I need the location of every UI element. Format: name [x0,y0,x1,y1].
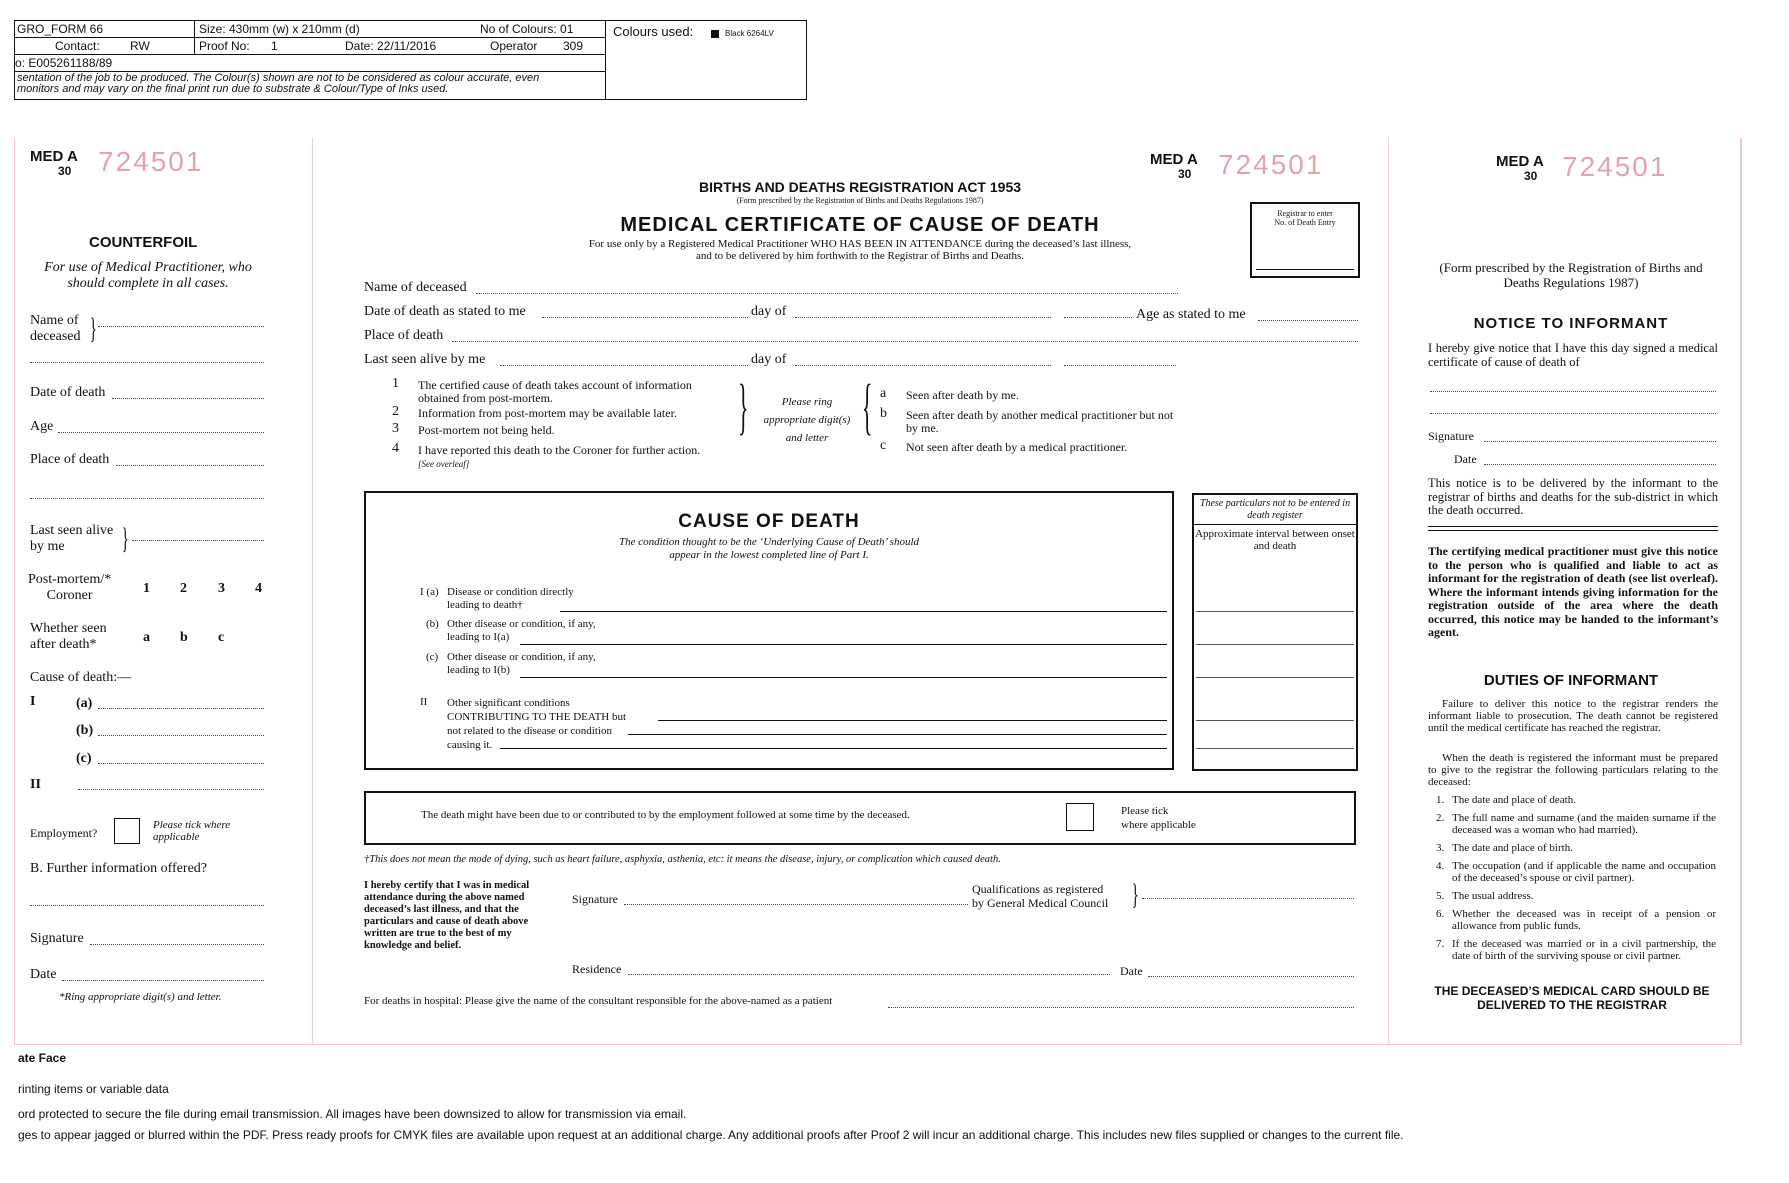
cause-ii-text-3: not related to the disease or condition [447,725,612,737]
duty-item-1-text: The date and place of death. [1452,794,1576,806]
notice-name-line-1[interactable] [1430,391,1716,392]
notice-date-line[interactable] [1484,464,1716,465]
cf-name-label [30,313,81,345]
letters-brace: { [862,373,873,441]
pm-option-1[interactable] [390,377,740,405]
notice-bold-paragraph: The certifying medical practitioner must give this notice to the person who is qualified and liable to act as informant for the registration of death (see list overleaf). Where the informant intends giving information for the registration outside of the area where the death occurred, this notice may be handed to the informant’s agent. [1428,544,1718,639]
counterfoil-med-code [30,150,78,178]
please-tick-2: where applicable [1121,819,1196,831]
last-seen-month-line[interactable] [795,365,1051,366]
qualifications-label [972,882,1108,910]
cf-cause-a-line[interactable] [98,708,264,709]
post-mortem-options [390,377,740,471]
notice-med-label: MED A [1496,153,1544,170]
date-of-death-month-line[interactable] [795,317,1051,318]
cause-ii-text-2: CONTRIBUTING TO THE DEATH but [447,711,627,723]
duty-item-2-number: 2. [1436,812,1445,824]
duty-item-2-text: The full name and surname (and the maiden surname if the deceased was a woman who had married). [1452,812,1716,836]
cause-ic-text-1: Other disease or condition, if any, [447,651,596,663]
seen-option-b[interactable] [880,407,1180,439]
cf-footnote: *Ring appropriate digit(s) and letter. [59,991,222,1003]
registrar-entry-label: Registrar to enter No. of Death Entry [1274,209,1336,227]
cf-pm-digit-4[interactable]: 4 [255,581,262,596]
date-of-death-year-line[interactable] [1064,317,1132,318]
last-seen-day-line[interactable] [500,365,748,366]
cause-ic-text-2: leading to I(b) [447,664,510,676]
counterfoil-title: COUNTERFOIL [89,234,198,251]
duty-item-5-number: 5. [1436,890,1445,902]
notice-text: I hereby give notice that I have this day signed a medical certificate of cause of death of [1428,341,1718,369]
duty-item-4 [1436,860,1718,890]
cause-ii-text [447,696,626,752]
notice-signature-label: Signature [1428,429,1474,443]
date-of-death-day-of: day of [751,304,787,319]
duty-item-1 [1436,794,1718,812]
pm-option-4-text: I have reported this death to the Coroner for further action. [418,443,701,457]
duty-item-4-text: The occupation (and if applicable the name and occupation of the deceased’s spouse or civil partner). [1452,860,1716,884]
cause-ic-label: (c) [426,651,439,663]
cf-cause-II: II [30,777,41,792]
cf-age-line[interactable] [58,432,264,433]
residence-line[interactable] [628,974,1110,975]
pm-option-4[interactable] [390,442,740,458]
residence-label: Residence [572,962,622,976]
main-med-label: MED A [1150,151,1198,168]
signature-line[interactable] [624,904,968,905]
cf-cause-b-line[interactable] [98,735,264,736]
certificate-intro [540,238,1180,262]
duties-failure: Failure to deliver this notice to the registrar renders the informant liable to prosecution. The death cannot be registered until the medical certificate has reached the registrar. [1428,698,1718,734]
notice-med-code [1496,155,1544,183]
main-med-code [1150,153,1198,181]
cause-ib-label: (b) [426,618,439,630]
cause-ii-label: II [420,696,428,708]
cf-name-brace: } [89,312,97,345]
cf-place-label: Place of death [30,452,110,467]
footer-line-1: ord protected to secure the file during email transmission. All images have been downsized to allow for transmission via email. [18,1107,687,1121]
pm-option-3-text: Post-mortem not being held. [418,423,555,437]
particulars-subtitle: Approximate interval between onset and death [1195,528,1355,552]
cause-ib-text-1: Other disease or condition, if any, [447,618,596,630]
proof-no-value: 1 [271,39,278,53]
cert-date-label: Date [1120,964,1143,978]
counterfoil-subtitle: For use of Medical Practitioner, who should complete in all cases. [44,260,252,291]
cause-ic-line[interactable] [520,677,1167,678]
please-ring-note: Please ring appropriate digit(s) and letter [763,396,851,444]
duty-item-6-text: Whether the deceased was in receipt of a pension or allowance from public funds. [1452,908,1716,932]
hospital-label: For deaths in hospital: Please give the name of the consultant responsible for the above-named as a patient [364,995,833,1007]
notice-name-line-2[interactable] [1430,413,1716,414]
duty-item-3 [1436,842,1718,860]
duty-item-7-text: If the deceased was married or in a civil partnership, the date of birth of the surviving spouse or civil partner. [1452,938,1716,962]
seen-option-b-letter: b [880,406,887,421]
colour-disclaimer-line-1: sentation of the job to be produced. The Colour(s) shown are not to be considered as colour accurate, even [17,72,540,84]
cf-seen-label-2: after death* [30,637,97,652]
place-of-death-line[interactable] [452,341,1358,342]
cf-cause-a: (a) [76,696,93,711]
cf-signature-line[interactable] [90,944,264,945]
cf-further-info-line[interactable] [30,905,264,906]
cf-cause-label: Cause of death:— [30,670,132,685]
duties-when: When the death is registered the informant must be prepared to give to the registrar the following particulars relating to the deceased: [1428,752,1718,788]
cf-last-seen-label-1: Last seen alive [30,523,114,538]
contact-label: Contact: [55,39,100,53]
notice-signature-line[interactable] [1484,441,1716,442]
cause-ib-text-2: leading to I(a) [447,631,510,643]
proof-no-label: Proof No: [199,39,250,53]
pm-option-2-digit: 2 [392,404,399,419]
cf-date-of-death-line[interactable] [112,398,264,399]
qualifications-label-2: by General Medical Council [972,896,1109,910]
cf-employment-checkbox[interactable] [114,818,140,844]
registrar-entry-box[interactable] [1250,202,1360,278]
cf-date-line[interactable] [62,980,264,981]
cause-ic-text [447,651,596,677]
cf-cause-c-line[interactable] [98,763,264,764]
cf-cause-c: (c) [76,751,92,766]
seen-option-b-text: Seen after death by another medical practitioner but not by me. [906,408,1174,435]
duty-item-3-text: The date and place of birth. [1452,842,1573,854]
particulars-title: These particulars not to be entered in death register [1199,498,1351,521]
certificate-intro-2: and to be delivered by him forthwith to the Registrar of Births and Deaths. [695,250,1025,262]
duty-item-5 [1436,890,1718,908]
cause-ii-line-2[interactable] [628,734,1167,735]
notice-title: NOTICE TO INFORMANT [1473,315,1669,332]
interval-ia-line[interactable] [1196,611,1354,612]
proof-date: Date: 22/11/2016 [345,39,437,53]
cf-pm-label-1: Post-mortem/* [28,572,112,587]
cf-cause-I: I [30,694,36,709]
cf-signature-label: Signature [30,931,84,946]
notice-perforation [1388,138,1389,1044]
notice-deliver: This notice is to be delivered by the informant to the registrar of births and deaths for the sub-district in which the death occurred. [1428,476,1718,517]
medical-card-notice: THE DECEASED’S MEDICAL CARD SHOULD BE DELIVERED TO THE REGISTRAR [1434,984,1710,1012]
name-of-deceased-label: Name of deceased [364,280,467,295]
main-med-sub: 30 [1178,167,1192,181]
right-edge [1740,138,1741,1044]
cf-pm-digit-3[interactable]: 3 [218,581,225,596]
cause-ii-line-1[interactable] [658,720,1167,721]
cf-name-line[interactable] [98,326,264,327]
cf-pm-label-2: Coroner [46,588,93,603]
cause-ia-line[interactable] [560,611,1167,612]
duty-item-3-number: 3. [1436,842,1445,854]
counterfoil-serial: 724501 [98,146,204,177]
cause-ii-text-1: Other significant conditions [447,697,570,709]
colours-used-label: Colours used: [613,24,694,39]
operator-value: 309 [563,39,584,53]
ink-swatch [711,30,719,38]
cf-seen-letter-c[interactable]: c [218,630,225,645]
proof-info-box [14,20,807,100]
cf-last-seen-label-2: by me [30,539,65,554]
last-seen-day-of: day of [751,352,787,367]
cause-ia-text [447,586,574,612]
duty-item-7-number: 7. [1436,938,1445,950]
cf-date-label: Date [30,967,57,982]
cf-seen-label [30,621,107,653]
see-overleaf: [See overleaf] [418,459,470,469]
counterfoil-perforation [312,138,313,1044]
med-sub: 30 [58,164,72,178]
interval-ii-line-1[interactable] [1196,720,1354,721]
duty-item-2 [1436,812,1718,842]
cause-subtitle-2: appear in the lowest completed line of Part I. [669,549,869,561]
cause-title: CAUSE OF DEATH [678,511,860,532]
cert-date-line[interactable] [1148,976,1354,977]
dagger-note: †This does not mean the mode of dying, such as heart failure, asphyxia, asthenia, etc: it means the disease, injury, or complication which caused death. [364,854,1001,865]
footer-printing: rinting items or variable data [18,1082,169,1096]
cf-age-label: Age [30,419,54,434]
cf-cause-b: (b) [76,723,94,738]
cause-ii-text-4: causing it. [447,739,493,751]
date-of-death-label: Date of death as stated to me [364,304,526,319]
cause-ia-text-1: Disease or condition directly [447,586,574,598]
notice-med-sub: 30 [1524,169,1538,183]
seen-option-a-letter: a [880,386,887,401]
cause-ia-text-2: leading to death† [447,599,523,611]
signature-label: Signature [572,892,618,906]
colour-disclaimer [17,73,607,95]
duty-item-6-number: 6. [1436,908,1445,920]
cf-last-seen-line[interactable] [132,540,264,541]
particulars-rule [1194,524,1356,525]
cf-name-line-2[interactable] [30,362,264,363]
registrar-entry-rule [1256,269,1354,270]
cause-ib-text [447,618,596,644]
please-tick-1: Please tick [1121,805,1169,817]
qualifications-brace: } [1131,878,1139,911]
footer-face: ate Face [18,1051,67,1065]
notice-prescribed: (Form prescribed by the Registration of Births and Deaths Regulations 1987) [1439,260,1703,290]
contact-value: RW [130,39,150,53]
duty-item-4-number: 4. [1436,860,1445,872]
interval-ib-line[interactable] [1196,644,1354,645]
name-of-deceased-line[interactable] [476,293,1178,294]
notice-date-label: Date [1454,452,1477,466]
cf-pm-label [28,572,111,604]
digits-brace: } [738,373,749,441]
date-of-death-day-line[interactable] [542,317,748,318]
seen-option-c[interactable] [880,439,1180,455]
cf-cause-II-line[interactable] [78,789,264,790]
main-serial: 724501 [1218,149,1324,180]
duty-item-7 [1436,938,1718,980]
colours-count: No of Colours: 01 [480,22,574,36]
pm-option-2-text: Information from post-mortem may be available later. [418,406,677,420]
seen-option-c-letter: c [880,438,887,453]
pm-option-3[interactable] [390,422,740,442]
qualifications-line[interactable] [1142,898,1354,899]
cf-place-line[interactable] [116,465,264,466]
cf-pm-digit-2[interactable]: 2 [180,581,187,596]
duties-title: DUTIES OF INFORMANT [1483,672,1659,689]
please-tick-note [1121,804,1196,832]
certificate-intro-1: For use only by a Registered Medical Practitioner WHO HAS BEEN IN ATTENDANCE during the deceased’s last illness, [588,238,1132,250]
cf-employment-label: Employment? [30,826,98,840]
notice-serial: 724501 [1562,151,1668,182]
cause-ia-label: I (a) [420,586,439,598]
pm-option-3-digit: 3 [392,421,399,436]
seen-option-a[interactable] [880,387,1180,407]
cf-pm-digit-1[interactable]: 1 [143,581,150,596]
cf-name-label-1: Name of [30,313,79,328]
pm-option-1-text: The certified cause of death takes account of information obtained from post-mortem. [418,378,692,405]
employment-text: The death might have been due to or contributed to by the employment followed at some time by the deceased. [421,809,910,821]
med-label: MED A [30,148,78,165]
employment-checkbox[interactable] [1066,803,1094,831]
size-label: Size: 430mm (w) x 210mm (d) [199,22,360,36]
cf-seen-letter-a[interactable]: a [143,630,150,645]
cf-tick-note: Please tick where applicable [153,819,231,843]
cause-subtitle [364,536,1174,562]
duty-item-1-number: 1. [1436,794,1445,806]
interval-ic-line[interactable] [1196,677,1354,678]
age-stated-label: Age as stated to me [1136,307,1246,322]
qualifications-label-1: Qualifications as registered [972,882,1104,896]
act-subtitle: (Form prescribed by the Registration of Births and Deaths Regulations 1987) [736,196,984,205]
cf-place-line-2[interactable] [30,498,264,499]
seen-after-death-options [880,387,1180,455]
cf-further-info: B. Further information offered? [30,861,208,876]
cf-seen-letter-b[interactable]: b [180,630,188,645]
act-title: BIRTHS AND DEATHS REGISTRATION ACT 1953 [698,179,1022,195]
cause-ib-line[interactable] [520,644,1167,645]
cause-subtitle-1: The condition thought to be the ‘Underlying Cause of Death’ should [618,536,920,548]
certificate-title: MEDICAL CERTIFICATE OF CAUSE OF DEATH [620,214,1100,236]
cf-seen-label-1: Whether seen [30,621,107,636]
cf-name-label-2: deceased [30,329,81,344]
ink-name: Black 6264LV [725,29,774,38]
pm-option-4-digit: 4 [392,441,399,456]
footer-line-2b: Any additional proofs after Proof 2 will incur an additional charge. This includes new files supplied or changes to the current file. [728,1128,1404,1142]
hospital-consultant-line[interactable] [888,1007,1354,1008]
pm-option-1-digit: 1 [392,376,399,391]
age-stated-line[interactable] [1258,320,1358,321]
notice-rule-2 [1428,530,1718,531]
duty-item-5-text: The usual address. [1452,890,1534,902]
interval-ii-line-2[interactable] [1196,748,1354,749]
cf-last-seen-label [30,523,113,555]
job-ref: o: E005261188/89 [15,56,113,70]
seen-option-c-text: Not seen after death by a medical practitioner. [906,440,1128,454]
form-id: GRO_FORM 66 [17,22,104,36]
duties-list [1436,794,1718,980]
footer-line-2a: ges to appear jagged or blurred within the PDF. Press ready proofs for CMYK files are available upon request at an additional charge. [18,1128,726,1142]
pm-option-2[interactable] [390,405,740,422]
cf-last-seen-brace: } [121,522,129,555]
duty-item-6 [1436,908,1718,938]
last-seen-year-line[interactable] [1064,365,1176,366]
certify-statement: I hereby certify that I was in medical attendance during the above named deceased’s last illness, and that the particulars and cause of death above written are true to the best of my knowledge and belief. [364,880,530,951]
colour-disclaimer-line-2: monitors and may vary on the final print run due to substrate & Colour/Type of Inks used. [17,83,449,95]
operator-label: Operator [490,39,538,53]
notice-rule-1 [1428,526,1718,527]
last-seen-label: Last seen alive by me [364,352,486,367]
seen-option-a-text: Seen after death by me. [906,388,1019,402]
cause-ii-line-3[interactable] [500,748,1167,749]
place-of-death-label: Place of death [364,328,444,343]
cf-date-of-death-label: Date of death [30,385,106,400]
